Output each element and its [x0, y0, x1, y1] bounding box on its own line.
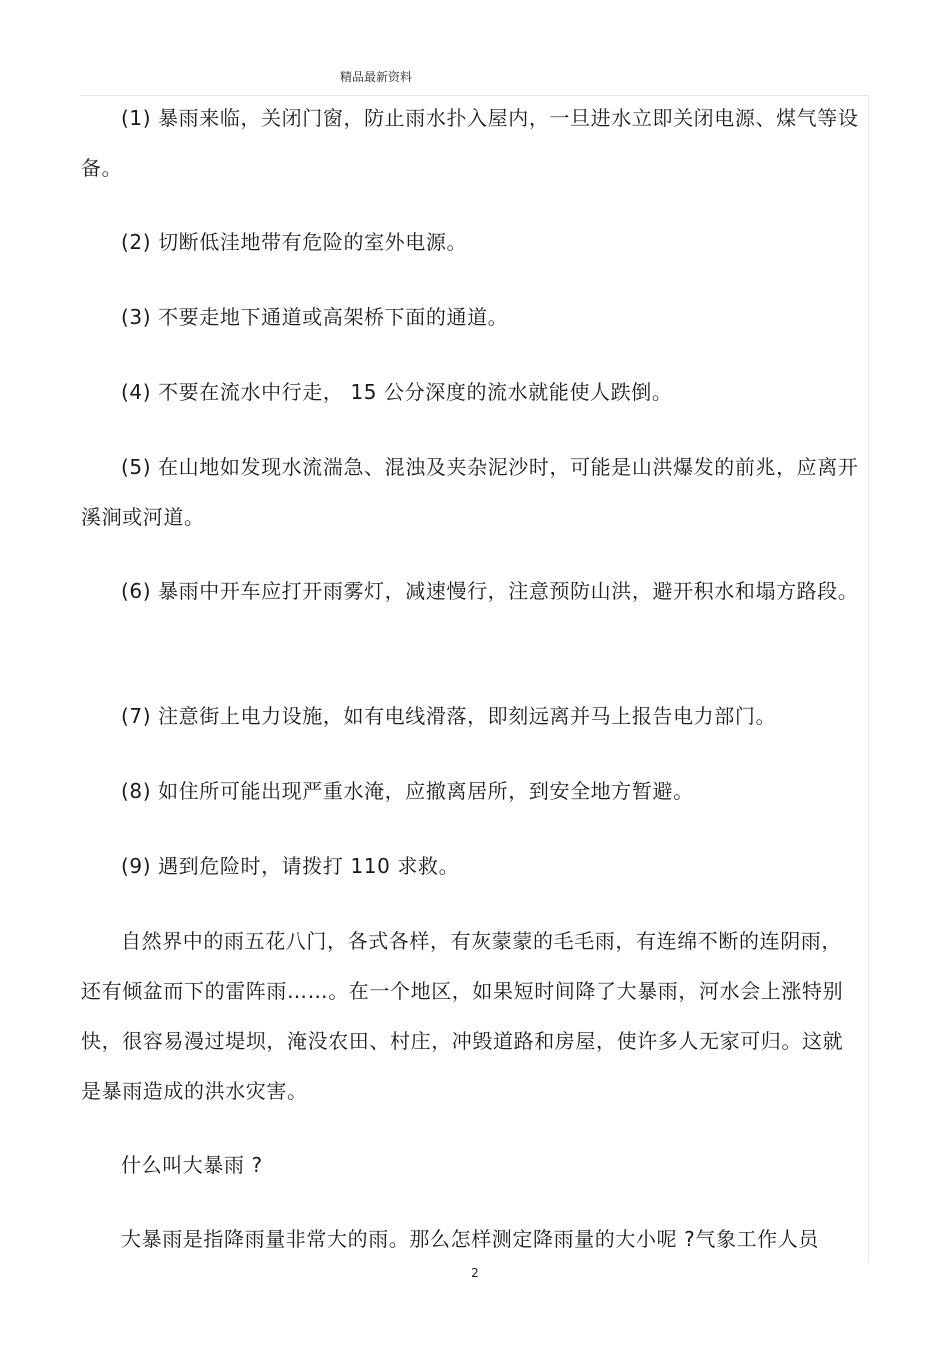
paragraph-item-4: (4) 不要在流水中行走， 15 公分深度的流水就能使人跌倒。	[121, 380, 673, 404]
paragraph-question: 什么叫大暴雨 ?	[121, 1153, 263, 1177]
page-number: 2	[471, 1266, 479, 1280]
paragraph-item-9: (9) 遇到危险时，请拨打 110 求救。	[121, 854, 460, 878]
paragraph-item-6: (6) 暴雨中开车应打开雨雾灯，减速慢行，注意预防山洪，避开积水和塌方路段。	[121, 579, 859, 603]
paragraph-item-2: (2) 切断低洼地带有危险的室外电源。	[121, 230, 468, 254]
paragraph-item-7: (7) 注意街上电力设施，如有电线滑落，即刻远离并马上报告电力部门。	[121, 704, 777, 728]
page-header: 精品最新资料	[340, 70, 413, 84]
paragraph-item-5: (5) 在山地如发现水流湍急、混浊及夹杂泥沙时，可能是山洪爆发的前兆，应离开溪涧或河道。	[81, 455, 859, 529]
right-margin-line	[868, 95, 869, 1263]
paragraph-item-8: (8) 如住所可能出现严重水淹，应撤离居所，到安全地方暂避。	[121, 779, 694, 803]
paragraph-item-3: (3) 不要走地下通道或高架桥下面的通道。	[121, 305, 509, 329]
paragraph-item-1: (1) 暴雨来临，关闭门窗，防止雨水扑入屋内，一旦进水立即关闭电源、煤气等设备。	[81, 106, 859, 180]
paragraph-definition: 大暴雨是指降雨量非常大的雨。那么怎样测定降雨量的大小呢 ?气象工作人员	[121, 1227, 819, 1251]
paragraph-intro: 自然界中的雨五花八门，各式各样，有灰蒙蒙的毛毛雨，有连绵不断的连阴雨，还有倾盆而下的雷阵雨……。在一个地区，如果短时间降了大暴雨，河水会上涨特别快，很容易漫过堤坝，淹没农田、村庄，冲毁道路和房屋，使许多人无家可归。这就是暴雨造成的洪水灾害。	[81, 929, 844, 1103]
